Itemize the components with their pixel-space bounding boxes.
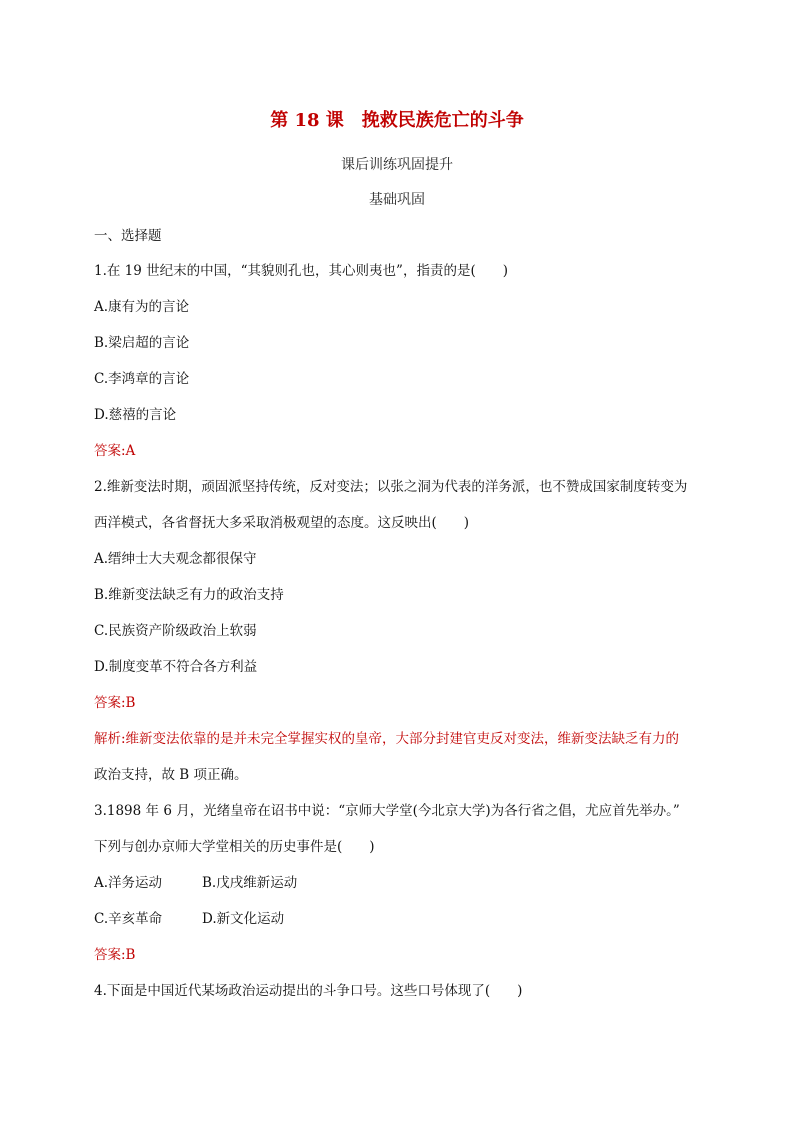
question-3-option-c: C.辛亥革命 <box>94 911 163 927</box>
lesson-title: 第 18 课 挽救民族危亡的斗争 <box>270 110 524 131</box>
question-2-stem-line-1: 2.维新变法时期，顽固派坚持传统，反对变法；以张之洞为代表的洋务派，也不赞成国家制度转变为 <box>94 479 688 495</box>
section-heading: 基础巩固 <box>369 192 425 208</box>
question-3-option-b: B.戊戌维新运动 <box>202 875 298 891</box>
question-1-stem: 1.在 19 世纪末的中国，“其貌则孔也，其心则夷也”，指责的是( ) <box>94 263 508 279</box>
question-1-option-c: C.李鸿章的言论 <box>94 371 190 387</box>
question-3-options-row-1 <box>94 874 298 892</box>
question-3-stem-line-1: 3.1898 年 6 月，光绪皇帝在诏书中说：“京师大学堂(今北京大学)为各行省之倡，尤应首先举办。” <box>94 803 680 819</box>
question-1-answer: 答案:A <box>94 443 136 459</box>
question-4-stem: 4.下面是中国近代某场政治运动提出的斗争口号。这些口号体现了( ) <box>94 983 523 999</box>
question-2-analysis-line-2: 政治支持，故 B 项正确。 <box>94 767 248 783</box>
question-1-option-d: D.慈禧的言论 <box>94 407 177 423</box>
question-3-option-d: D.新文化运动 <box>202 911 285 927</box>
question-2-answer: 答案:B <box>94 695 136 711</box>
practice-subtitle: 课后训练巩固提升 <box>341 157 453 173</box>
question-1-option-a: A.康有为的言论 <box>94 299 190 315</box>
question-3-option-a: A.洋务运动 <box>94 875 163 891</box>
question-2-option-d: D.制度变革不符合各方利益 <box>94 659 258 675</box>
question-2-option-c: C.民族资产阶级政治上软弱 <box>94 623 257 639</box>
question-2-option-b: B.维新变法缺乏有力的政治支持 <box>94 587 284 603</box>
question-1-option-b: B.梁启超的言论 <box>94 335 190 351</box>
question-3-answer: 答案:B <box>94 947 136 963</box>
question-2-option-a: A.缙绅士大夫观念都很保守 <box>94 551 257 567</box>
question-3-stem-line-2: 下列与创办京师大学堂相关的历史事件是( ) <box>94 839 375 855</box>
question-2-stem-line-2: 西洋模式，各省督抚大多采取消极观望的态度。这反映出( ) <box>94 515 470 531</box>
question-3-options-row-2 <box>94 910 285 928</box>
question-2-analysis-line-1: 解析:维新变法依靠的是并未完全掌握实权的皇帝，大部分封建官吏反对变法，维新变法缺乏有力的 <box>94 731 680 747</box>
part-heading: 一、选择题 <box>94 228 162 244</box>
